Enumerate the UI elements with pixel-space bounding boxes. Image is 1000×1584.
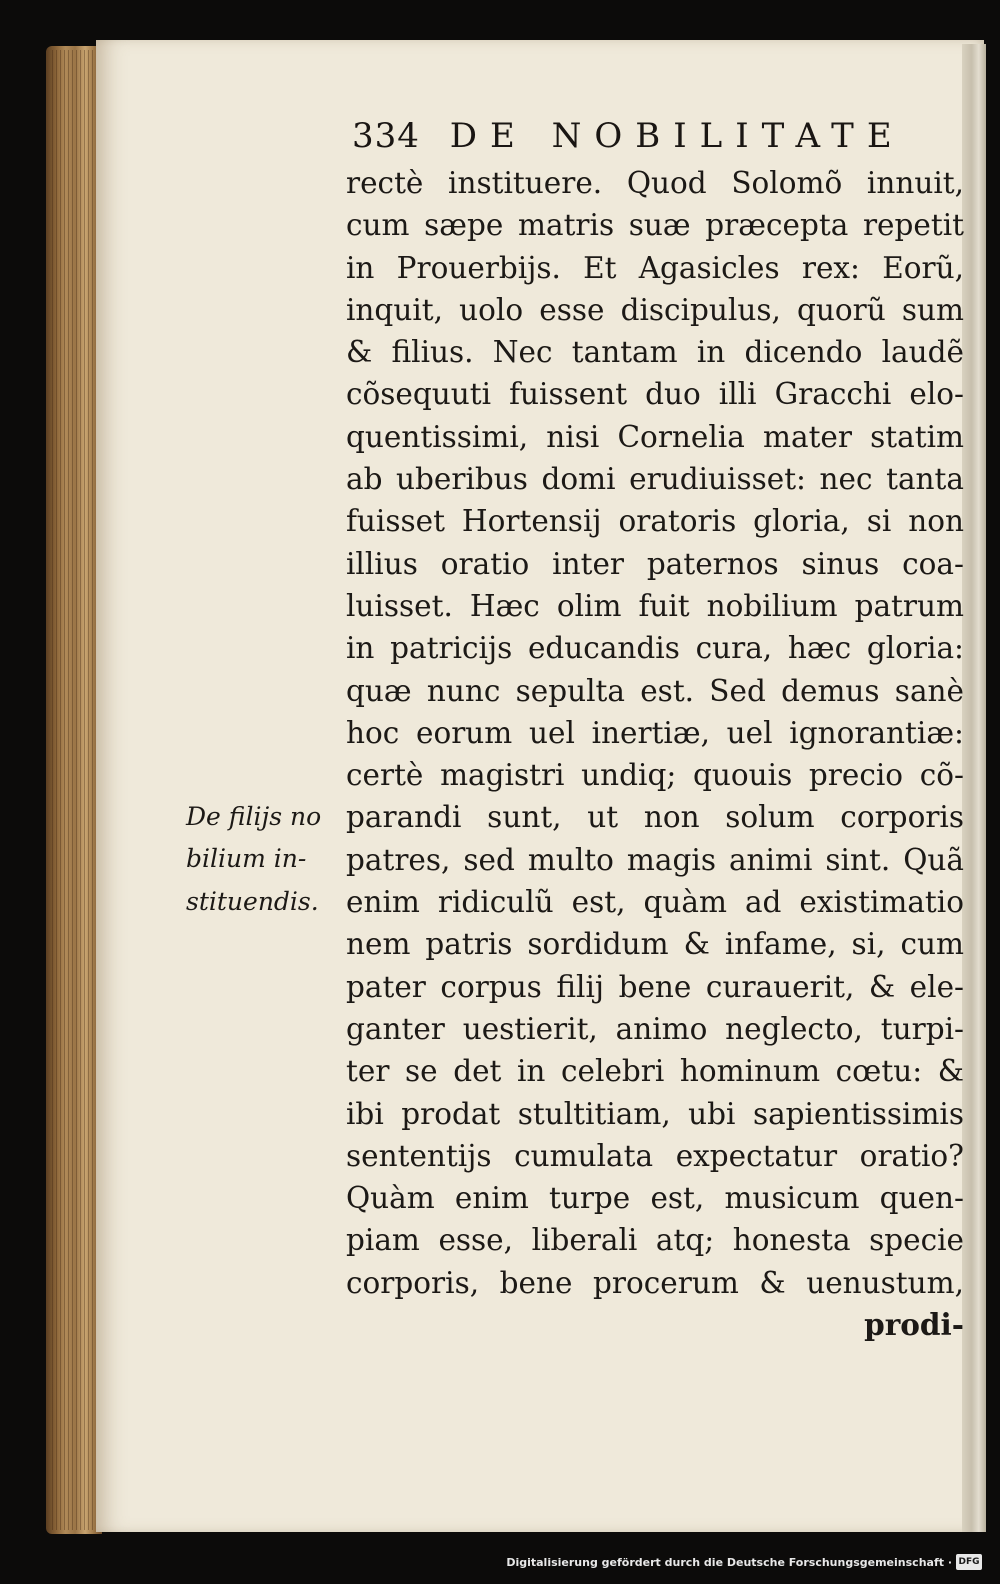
text-line: in patricijs educandis cura, hæc gloria:: [346, 631, 964, 666]
catchword: prodi-: [864, 1307, 964, 1343]
text-line: ganter uestierit, animo neglecto, turpi-: [346, 1011, 964, 1046]
text-line: ter se det in celebri hominum cœtu: &: [346, 1054, 964, 1089]
text-line: fuisset Hortensij oratoris gloria, si non: [346, 504, 964, 539]
text-line: ab uberibus domi erudiuisset: nec tanta: [346, 462, 964, 497]
text-line: parandi sunt, ut non solum corporis: [346, 800, 964, 835]
page-right-edge: [962, 44, 986, 1532]
text-line: cum sæpe matris suæ præcepta repetit: [346, 208, 964, 243]
text-line: nem patris sordidum & infame, si, cum: [346, 927, 964, 962]
margin-note-line: stituendis.: [186, 886, 319, 916]
running-header: [352, 116, 905, 156]
text-line: enim ridiculũ est, quàm ad existimatio: [346, 885, 964, 920]
text-line: in Prouerbijs. Et Agasicles rex: Eorũ,: [346, 250, 964, 285]
text-line: quentissimi, nisi Cornelia mater statim: [346, 419, 964, 454]
text-line: quæ nunc sepulta est. Sed demus sanè: [346, 673, 964, 708]
book-fore-edge-lines: [52, 50, 98, 1530]
text-line: inquit, uolo esse discipulus, quorũ sum: [346, 292, 964, 327]
text-line: pater corpus filij bene curauerit, & ele-: [346, 969, 964, 1004]
text-line: & filius. Nec tantam in dicendo laudẽ: [346, 335, 964, 370]
text-line: patres, sed multo magis animi sint. Quã: [346, 842, 964, 877]
page-number: 334: [352, 116, 420, 156]
text-line: piam esse, liberali atq; honesta specie: [346, 1223, 964, 1258]
margin-note: [186, 796, 342, 923]
text-line: corporis, bene procerum & uenustum,: [346, 1265, 964, 1300]
dfg-logo: DFG: [956, 1554, 982, 1570]
text-line: Quàm enim turpe est, musicum quen-: [346, 1181, 964, 1216]
text-line: sententijs cumulata expectatur oratio?: [346, 1138, 964, 1173]
margin-note-line: De filijs no: [186, 802, 322, 831]
body-text: [346, 162, 964, 1346]
digitization-credit: Digitalisierung gefördert durch die Deutsche Forschungsgemeinschaft ·: [506, 1556, 952, 1569]
text-line: illius oratio inter paternos sinus coa-: [346, 546, 964, 581]
text-line: ibi prodat stultitiam, ubi sapientissimis: [346, 1096, 964, 1131]
margin-note-line: bilium in-: [186, 844, 307, 874]
text-line: luisset. Hæc olim fuit nobilium patrum: [346, 588, 964, 623]
text-line: rectè instituere. Quod Solomõ innuit,: [346, 166, 964, 200]
running-title: DE NOBILITATE: [449, 116, 905, 156]
text-line: cõsequuti fuissent duo illi Gracchi elo-: [346, 377, 964, 412]
text-line: hoc eorum uel inertiæ, uel ignorantiæ:: [346, 715, 964, 750]
text-line: certè magistri undiq; quouis precio cõ-: [346, 758, 964, 793]
